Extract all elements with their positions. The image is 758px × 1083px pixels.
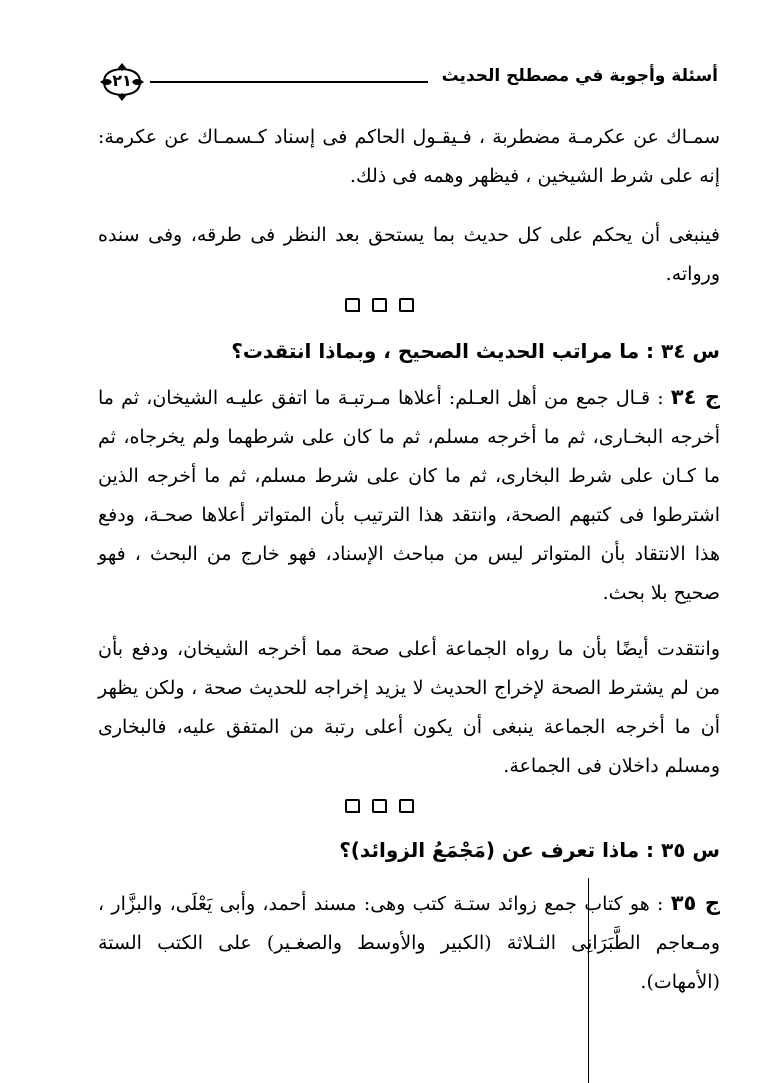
answer-35-text: : هو كتاب جمع زوائد ستـة كتب وهى: مسند أحمد، وأبى يَعْلَى، والبزَّار ، ومـعاجم الطَّبَرَانِى الثـلاثة (الكبير والأوسط والصغـير) على الكتب الستة (الأمهات). <box>98 893 720 993</box>
answer-34-label: ج ٣٤ <box>670 385 720 409</box>
book-title: أسئلة وأجوبة في مصطلح الحديث <box>441 66 718 86</box>
page-number: ٢١ <box>112 71 132 90</box>
paragraph-criticism: وانتقدت أيضًا بأن ما رواه الجماعة أعلى صحة مما أخرجه الشيخان، ودفع بأن من لم يشترط الصحة لإخراج الحديث لا يزيد إخراجه للحديث صحة ، ولكن يظهر أن ما أخرجه الجماعة ينبغى أن يكون أعلى رتبة من المتفق عليه، فالبخارى ومسلم داخلان فى الجماعة. <box>98 638 720 777</box>
question-35-heading: س ٣٥ : ماذا تعرف عن (مَجْمَعُ الزوائد)؟ <box>339 838 720 862</box>
scan-binding-line <box>588 878 589 1083</box>
header-rule <box>150 81 428 83</box>
ornament-box-icon <box>399 799 414 813</box>
section-separator <box>0 294 758 312</box>
question-34-heading: س ٣٤ : ما مراتب الحديث الصحيح ، وبماذا انتقدت؟ <box>231 339 720 363</box>
ornament-box-icon <box>372 298 387 312</box>
ornament-box-icon <box>345 799 360 813</box>
section-separator <box>0 795 758 813</box>
paragraph-continuation: سمـاك عن عكرمـة مضطربة ، فـيقـول الحاكم فى إسناد كـسمـاك عن عكرمة: إنه على شرط الشيخين ، فيظهر وهمه فى ذلك. <box>98 126 720 187</box>
running-header <box>98 62 718 102</box>
answer-34-paragraph <box>98 378 720 613</box>
ornament-box-icon <box>399 298 414 312</box>
answer-34-text: : قـال جمع من أهل العـلم: أعلاها مـرتبـة ما اتفق عليـه الشيخان، ثم ما أخرجه البخـارى، ثم ما أخرجه مسلم، ثم ما كان على شرطهما ولم يخرجاه، ثم ما كـان على شرط البخارى، ثم ما كان على شرط مسلم، ثم ما أخرجه الذين اشترطوا فى كتبهم الصحة، وانتقد هذا الترتيب بأن المتواتر أعلاها صحـة، ودفع هذا الانتقاد بأن المتواتر ليس من مباحث الإسناد، فهو خارج من البحث ، فهو صحيح بلا بحث. <box>98 387 720 604</box>
paragraph-conclusion: فينبغى أن يحكم على كل حديث بما يستحق بعد النظر فى طرقه، وفى سنده ورواته. <box>98 224 720 285</box>
ornament-box-icon <box>372 799 387 813</box>
answer-35-paragraph <box>98 884 720 1002</box>
answer-35-label: ج ٣٥ <box>670 891 720 915</box>
ornament-box-icon <box>345 298 360 312</box>
